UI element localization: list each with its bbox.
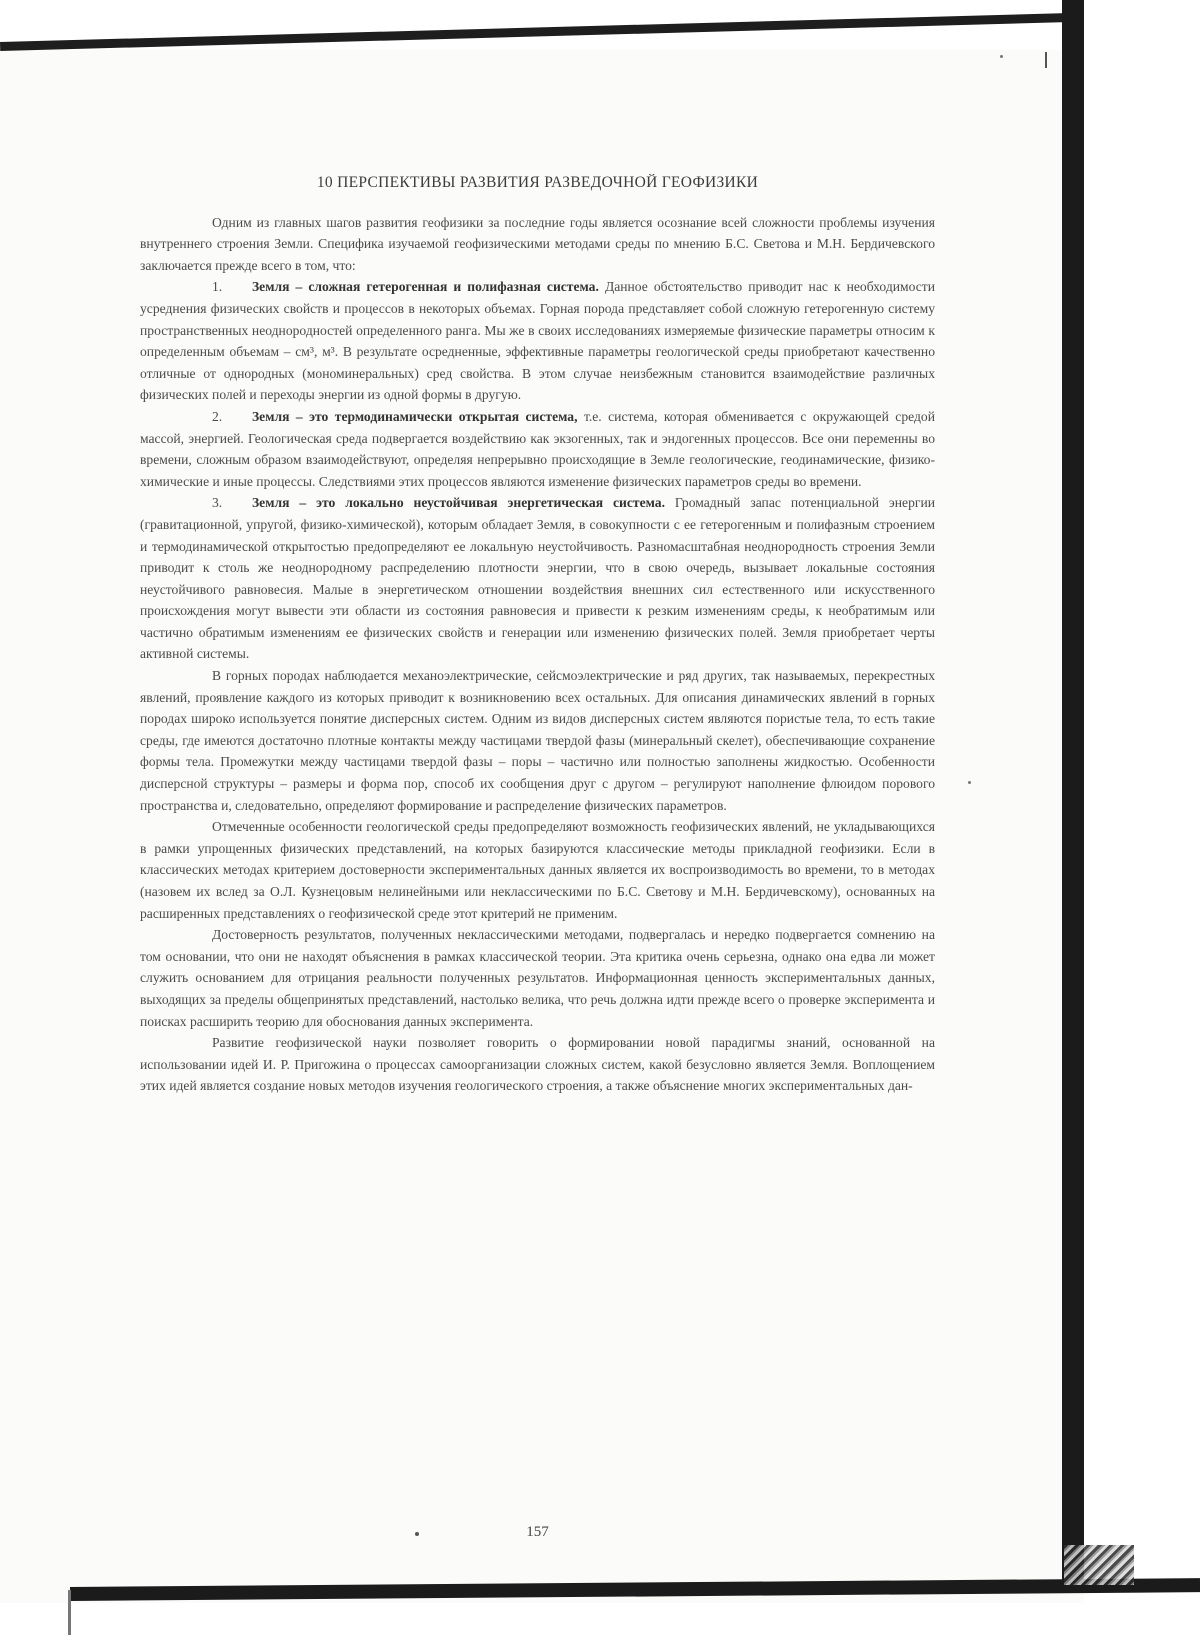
page-number: 157 <box>526 1524 549 1540</box>
section-title: 10 ПЕРСПЕКТИВЫ РАЗВИТИЯ РАЗВЕДОЧНОЙ ГЕОФИЗИКИ <box>316 174 759 191</box>
page-body <box>140 172 935 1097</box>
paragraph-text: В горных породах наблюдается механоэлектрические, сейсмоэлектрические и ряд других, так называемых, перекрестных явлений, проявление каждого из которых приводит к возникновению всех остальных. Для описания динамических явлений в горных породах широко используется понятие дисперсных систем. Одним из видов дисперсных систем являются пористые тела, то есть такие среды, где имеются достаточно плотные контакты между частицами твердой фазы (минеральный скелет), обеспечивающие сохранение формы тела. Промежутки между частицами твердой фазы – поры – частично или полностью заполнены жидкостью. Особенности дисперсной структуры – размеры и форма пор, способ их сообщения друг с другом – регулируют наполнение флюидом порового пространства и, следовательно, определяют формирование и распределение физических параметров. <box>140 668 935 813</box>
list-item-heading: Земля – сложная гетерогенная и полифазная система. <box>252 279 599 295</box>
scan-tick-mark <box>1045 52 1047 68</box>
scan-speck <box>1000 55 1003 58</box>
scan-bottom-margin <box>0 1603 1200 1643</box>
list-number: 2. <box>212 408 223 424</box>
scan-speck <box>968 781 971 784</box>
list-item-heading: Земля – это локально неустойчивая энергетическая система. <box>252 495 665 511</box>
scan-right-edge <box>1062 0 1084 1580</box>
list-item-1 <box>140 276 935 406</box>
list-item-heading: Земля – это термодинамически открытая система, <box>252 408 578 424</box>
paragraph-dispersed-systems <box>140 665 935 816</box>
list-number: 1. <box>212 279 223 295</box>
paragraph-text: Развитие геофизической науки позволяет говорить о формировании новой парадигмы знаний, основанной на использовании идей И. Р. Пригожина о процессах самоорганизации сложных систем, какой безусловно является Земля. Воплощением этих идей является создание новых методов изучения геологического строения, а также объяснение многих экспериментальных дан- <box>140 1035 935 1094</box>
list-item-3 <box>140 492 935 665</box>
list-item-2 <box>140 406 935 492</box>
paragraph-new-paradigm <box>140 1032 935 1097</box>
list-number: 3. <box>212 495 223 511</box>
paragraph-reliability <box>140 924 935 1032</box>
paragraph-text: Громадный запас потенциальной энергии (гравитационной, упругой, физико-химической), которым обладает Земля, в совокупности с ее гетерогенным и полифазным строением и термодинамической открытостью предопределяют ее локальную неустойчивость. Разномасштабная неоднородность строения Земли приводит к столь же неоднородному распределению плотности энергии, что в свою очередь, вызывает локальные состояния неустойчивого равновесия. Малые в энергетическом отношении воздействия внешних сил естественного или искусственного происхождения могут вывести эти области из состояния равновесия и привести к резким изменениям среды, к необратимым или частично обратимым изменениям ее физических свойств и генерации или изменению физических полей. Земля приобретает черты активной системы. <box>140 495 935 662</box>
paragraph-text: т.е. система, которая обменивается с окружающей средой массой, энергией. Геологическая среда подвергается воздействию как экзогенных, так и эндогенных процессов. Все они переменны во времени, сложным образом взаимодействуют, определяя непрерывно происходящие в Земле геологические, геодинамические, физико-химические и иные процессы. Следствиями этих процессов являются изменение физических параметров среды во времени. <box>140 408 935 489</box>
paragraph-text: Данное обстоятельство приводит нас к необходимости усреднения физических свойств и процессов в некоторых объемах. Горная порода представляет собой сложную гетерогенную систему пространственных неоднородностей определенного ранга. Мы же в своих исследованиях измеряемые физические параметры относим к определенным объемам – см³, м³. В результате осредненные, эффективные параметры геологической среды приобретают качественно отличные от однородных (мономинеральных) сред свойства. В этом случае неизбежным становится взаимодействие различных физических полей и переходы энергии из одной формы в другую. <box>140 279 935 403</box>
paragraph-text: Достоверность результатов, полученных неклассическими методами, подвергалась и нередко подвергается сомнению на том основании, что они не находят объяснения в рамках классической теории. Эта критика очень серьезна, однако она едва ли может служить основанием для отрицания реальности полученных результатов. Информационная ценность экспериментальных данных, выходящих за пределы общепринятых представлений, настолько велика, что речь должна идти прежде всего о проверке эксперимента и поисках расширить теорию для обоснования данных эксперимента. <box>140 927 935 1029</box>
paragraph-nonclassical-methods <box>140 816 935 924</box>
scan-left-tick <box>68 1590 71 1635</box>
paragraph-intro <box>140 212 935 277</box>
paragraph-text: Одним из главных шагов развития геофизики за последние годы является осознание всей сложности проблемы изучения внутреннего строения Земли. Специфика изучаемой геофизическими методами среды по мнению Б.С. Светова и М.Н. Бердичевского заключается прежде всего в том, что: <box>140 214 935 273</box>
scan-corner-smudge <box>1064 1545 1134 1585</box>
scan-right-margin <box>1084 0 1200 1643</box>
paragraph-text: Отмеченные особенности геологической среды предопределяют возможность геофизических явлений, не укладывающихся в рамки упрощенных физических представлений, на которых базируются классические методы прикладной геофизики. Если в классических методах критерием достоверности экспериментальных данных является их воспроизводимость во времени, то в методах (назовем их вслед за О.Л. Кузнецовым нелинейными или неклассическими по Б.С. Светову и М.Н. Бердичевскому), основанных на расширенных представлениях о геофизической среде этот критерий не применим. <box>140 819 935 921</box>
